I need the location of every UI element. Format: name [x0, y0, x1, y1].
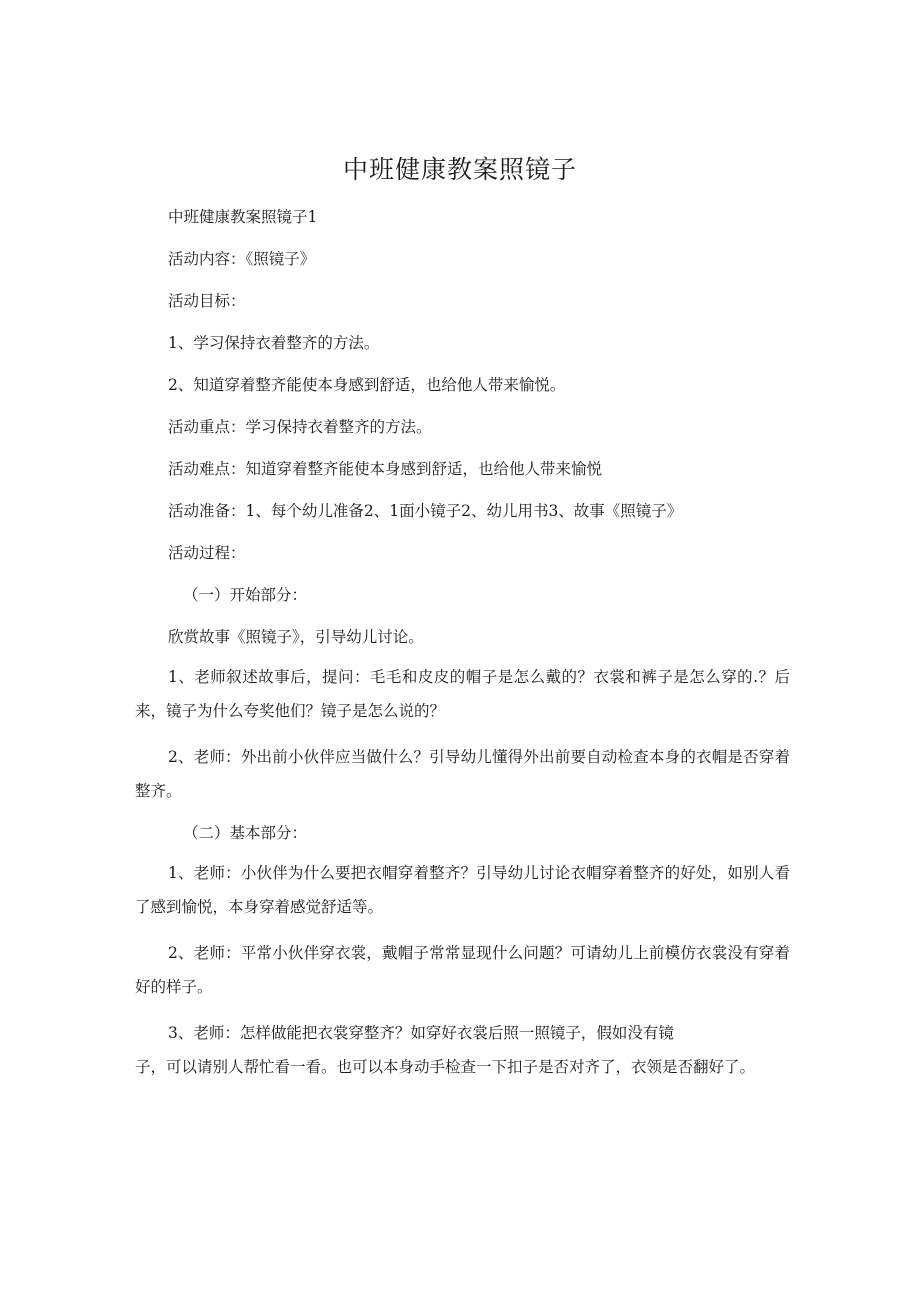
activity-focus: 活动重点：学习保持衣着整齐的方法。	[168, 418, 432, 436]
paragraph: 1、老师：小伙伴为什么要把衣帽穿着整齐？引导幼儿讨论衣帽穿着整齐的好处，如别人看了感到愉悦，本身穿着感觉舒适等。	[135, 864, 790, 916]
paragraph: 2、老师：外出前小伙伴应当做什么？引导幼儿懂得外出前要自动检查本身的衣帽是否穿着整齐。	[135, 748, 790, 800]
paragraph: 1、老师叙述故事后，提问：毛毛和皮皮的帽子是怎么戴的？衣裳和裤子是怎么穿的.？后来，镜子为什么夸奖他们？镜子是怎么说的？	[135, 668, 790, 720]
page-title: 中班健康教案照镜子	[342, 155, 577, 184]
paragraph: 2、老师：平常小伙伴穿衣裳，戴帽子常常显现什么问题？可请幼儿上前模仿衣裳没有穿着好的样子。	[135, 944, 790, 996]
section-heading-basic: （二）基本部分：	[183, 824, 308, 842]
activity-difficulty: 活动难点：知道穿着整齐能使本身感到舒适，也给他人带来愉悦	[168, 460, 603, 478]
goal-item: 2、知道穿着整齐能使本身感到舒适，也给他人带来愉悦。	[168, 376, 566, 394]
activity-goals-heading: 活动目标：	[168, 292, 246, 310]
paragraph: 3、老师：怎样做能把衣裳穿整齐？如穿好衣裳后照一照镜子，假如没有镜	[168, 1024, 674, 1042]
activity-process-heading: 活动过程：	[168, 544, 246, 562]
activity-preparation: 活动准备：1、每个幼儿准备2、1面小镜子2、幼儿用书3、故事《照镜子》	[168, 502, 683, 520]
paragraph: 子，可以请别人帮忙看一看。也可以本身动手检查一下扣子是否对齐了，衣领是否翻好了。	[135, 1058, 756, 1076]
paragraph: 欣赏故事《照镜子》，引导幼儿讨论。	[168, 628, 424, 646]
subtitle: 中班健康教案照镜子1	[168, 208, 318, 226]
section-heading-start: （一）开始部分：	[183, 586, 308, 604]
goal-item: 1、学习保持衣着整齐的方法。	[168, 334, 380, 352]
activity-content: 活动内容：《照镜子》	[168, 250, 316, 268]
